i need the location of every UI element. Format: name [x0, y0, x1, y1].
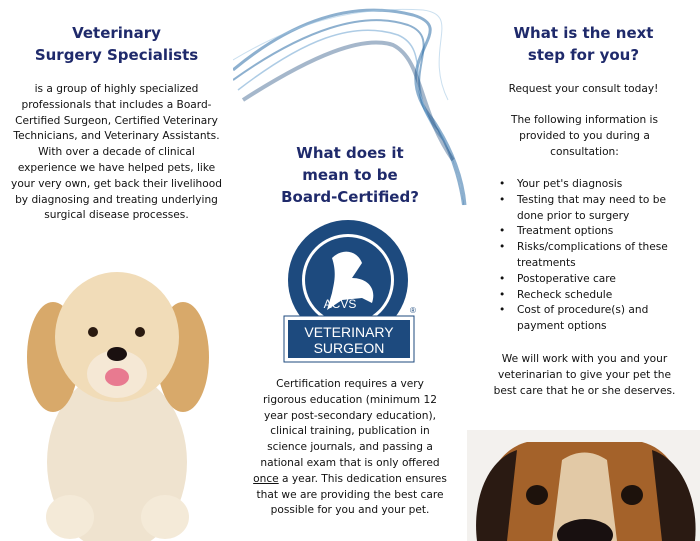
paragraph: With over a decade of clinical experience we have helped pets, like your very own, get back their livelihood by diagnosing and treating underlying surgical disease processes.: [11, 146, 222, 222]
panel-left: [0, 0, 233, 541]
text: Certification requires a very rigorous education (minimum 12 year post-secondary education), clinical training, publication in science journals, and passing a national exam that is only offered: [260, 378, 440, 469]
title-line: Veterinary: [72, 24, 161, 42]
puppy-image: [25, 262, 210, 541]
list-item: • Cost of procedure(s) and payment options: [499, 303, 694, 335]
list-item: • Recheck schedule: [499, 288, 694, 304]
logo-line1: VETERINARY: [304, 324, 394, 340]
title-line: step for you?: [527, 46, 640, 64]
acvs-logo: [282, 218, 418, 364]
logo-registered: ®: [410, 306, 416, 315]
next-step-heading: [467, 22, 700, 66]
title-line: Surgery Specialists: [34, 46, 199, 64]
board-certified-heading: What does it mean to be Board-Certified?: [281, 144, 419, 206]
intro-text: The following information is provided to you during a consultation:: [510, 114, 659, 158]
dog-image: [467, 430, 700, 541]
intro-text: [10, 82, 223, 224]
underlined-text: once: [253, 472, 279, 485]
title-line: What is the next: [513, 24, 654, 42]
list-item: • Risks/complications of these treatments: [499, 240, 694, 272]
list-item: • Postoperative care: [499, 272, 694, 288]
text: a year. This dedication ensures that we are providing the best care possible for you and your pet.: [256, 472, 447, 517]
list-item: • Testing that may need to be done prior to surgery: [499, 193, 694, 225]
panel-right: [467, 0, 700, 541]
logo-acronym: ACVS: [323, 297, 357, 311]
paragraph: is a group of highly specialized professionals that includes a Board-Certified Surgeon, Certified Veterinary Technicians, and Veterinary Assistants.: [13, 83, 220, 143]
request-text: Request your consult today!: [508, 83, 659, 95]
list-item: • Your pet's diagnosis: [499, 177, 694, 193]
panel-middle: [233, 0, 467, 541]
title-vss: [0, 22, 233, 66]
logo-line2: SURGEON: [313, 340, 385, 356]
list-item: • Treatment options: [499, 224, 694, 240]
closing-text: We will work with you and your veterinarian to give your pet the best care that he or she deserves.: [493, 353, 676, 397]
certification-text: [253, 377, 447, 519]
consult-list: [499, 177, 694, 335]
